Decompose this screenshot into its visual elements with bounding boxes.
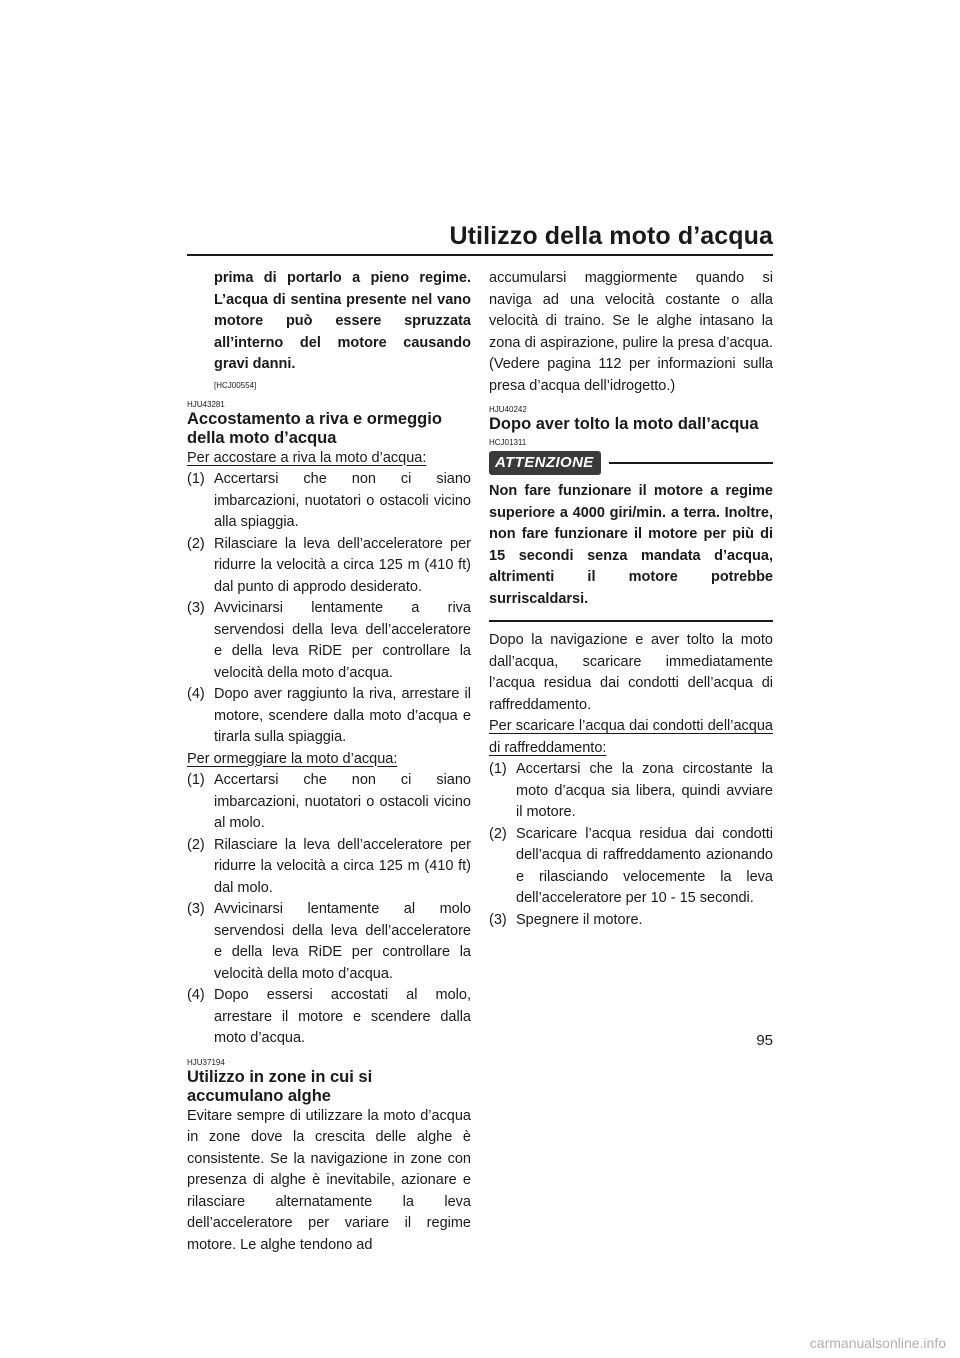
watermark: carmanualsonline.info <box>809 1335 946 1351</box>
list-item <box>187 899 471 985</box>
subheading-dock: Per ormeggiare la moto d’acqua: <box>187 750 398 767</box>
step-number: (3) <box>187 600 205 616</box>
step-number: (1) <box>187 772 205 788</box>
step-number: (4) <box>187 987 205 1003</box>
section-code: HJU37194 <box>187 1057 225 1067</box>
left-column <box>187 268 471 1256</box>
list-item <box>187 770 471 835</box>
steps-dock <box>187 770 471 1050</box>
step-text: Rilasciare la leva dell’acceleratore per ridurre la velocità a circa 125 m (410 ft) dal punto di approdo desiderato. <box>214 535 471 595</box>
right-column <box>489 268 773 931</box>
caution-header <box>489 451 773 475</box>
warning-code: HCJ01311 <box>489 438 527 447</box>
list-item <box>187 684 471 749</box>
section-title-after-removal: Dopo aver tolto la moto dall’acqua <box>489 415 759 433</box>
list-item <box>489 910 773 932</box>
list-item <box>187 835 471 900</box>
section-code: HJU40242 <box>489 405 527 414</box>
section-title-mooring: Accostamento a riva e ormeggio della moto d’acqua <box>187 409 442 447</box>
list-item <box>187 985 471 1050</box>
step-number: (1) <box>489 761 507 777</box>
section-title-algae: Utilizzo in zone in cui si accumulano alghe <box>187 1067 373 1105</box>
step-number: (2) <box>489 825 507 842</box>
header-rule <box>187 254 773 256</box>
step-text: Accertarsi che la zona circostante la moto d’acqua sia libera, quindi avviare il motore. <box>516 761 773 820</box>
step-text: Scaricare l’acqua residua dai condotti dell’acqua di raffreddamento azionando e rilasciando velocemente la leva dell’acceleratore per 10 - 15 secondi. <box>516 825 773 906</box>
step-text: Accertarsi che non ci siano imbarcazioni, nuotatori o ostacoli vicino al molo. <box>214 772 471 831</box>
algae-body-continued: accumularsi maggiormente quando si naviga ad una velocità costante o alla velocità di traino. Se le alghe intasano la zona di aspirazione, pulire la presa d’acqua. (Vedere pagina 112 per informazioni sulla presa d’acqua dell’idrogetto.) <box>489 270 773 394</box>
step-number: (4) <box>187 686 205 702</box>
caution-box <box>489 451 773 622</box>
subheading-drain: Per scaricare l’acqua dai condotti dell’acqua di raffreddamento: <box>489 718 773 756</box>
step-number: (2) <box>187 836 205 853</box>
caution-end-rule <box>489 620 773 622</box>
step-text: Avvicinarsi lentamente al molo servendosi della leva dell’acceleratore e della leva RiDE per controllare la velocità della moto d’acqua. <box>214 901 471 982</box>
list-item <box>489 759 773 824</box>
intro-ref-code: [HCJ00554] <box>214 380 257 390</box>
steps-beach <box>187 469 471 749</box>
step-text: Spegnere il motore. <box>516 911 643 928</box>
steps-drain <box>489 759 773 931</box>
page-title: Utilizzo della moto d’acqua <box>449 222 773 250</box>
step-number: (1) <box>187 471 205 487</box>
step-number: (2) <box>187 535 205 552</box>
step-text: Avvicinarsi lentamente a riva servendosi della leva dell’acceleratore e della leva RiDE per controllare la velocità della moto d’acqua. <box>214 600 471 681</box>
step-text: Dopo aver raggiunto la riva, arrestare il motore, scendere dalla moto d’acqua e tirarla sulla spiaggia. <box>214 686 471 745</box>
page-number: 95 <box>756 1032 773 1049</box>
step-number: (3) <box>489 911 507 928</box>
list-item <box>489 824 773 910</box>
intro-warning-text: prima di portarlo a pieno regime. L’acqua di sentina presente nel vano motore può essere spruzzata all’interno del motore causando gravi danni. <box>214 270 471 372</box>
section-code: HJU43281 <box>187 399 225 409</box>
after-removal-body: Dopo la navigazione e aver tolto la moto dall’acqua, scaricare immediatamente l’acqua residua dai condotti dell’acqua di raffreddamento. <box>489 632 773 713</box>
step-text: Rilasciare la leva dell’acceleratore per ridurre la velocità a circa 125 m (410 ft) dal molo. <box>214 836 471 896</box>
subheading-beach: Per accostare a riva la moto d’acqua: <box>187 449 427 466</box>
caution-badge: ATTENZIONE <box>489 451 601 475</box>
caution-text: Non fare funzionare il motore a regime superiore a 4000 giri/min. a terra. Inoltre, non fare funzionare il motore per più di 15 secondi senza mandata d’acqua, altrimenti il motore potrebbe surriscaldarsi. <box>489 483 773 607</box>
algae-body: Evitare sempre di utilizzare la moto d’acqua in zone dove la crescita delle alghe è consistente. Se la navigazione in zone con presenza di alghe è inevitabile, azionare e rilasciare alternatamente la leva dell’acceleratore per variare il regime motore. Le alghe tendono ad <box>187 1107 471 1253</box>
caution-rule <box>609 462 773 464</box>
list-item <box>187 469 471 534</box>
list-item <box>187 534 471 599</box>
step-number: (3) <box>187 901 205 917</box>
step-text: Accertarsi che non ci siano imbarcazioni, nuotatori o ostacoli vicino alla spiaggia. <box>214 471 471 530</box>
step-text: Dopo essersi accostati al molo, arrestare il motore e scendere dalla moto d’acqua. <box>214 987 471 1046</box>
list-item <box>187 598 471 684</box>
